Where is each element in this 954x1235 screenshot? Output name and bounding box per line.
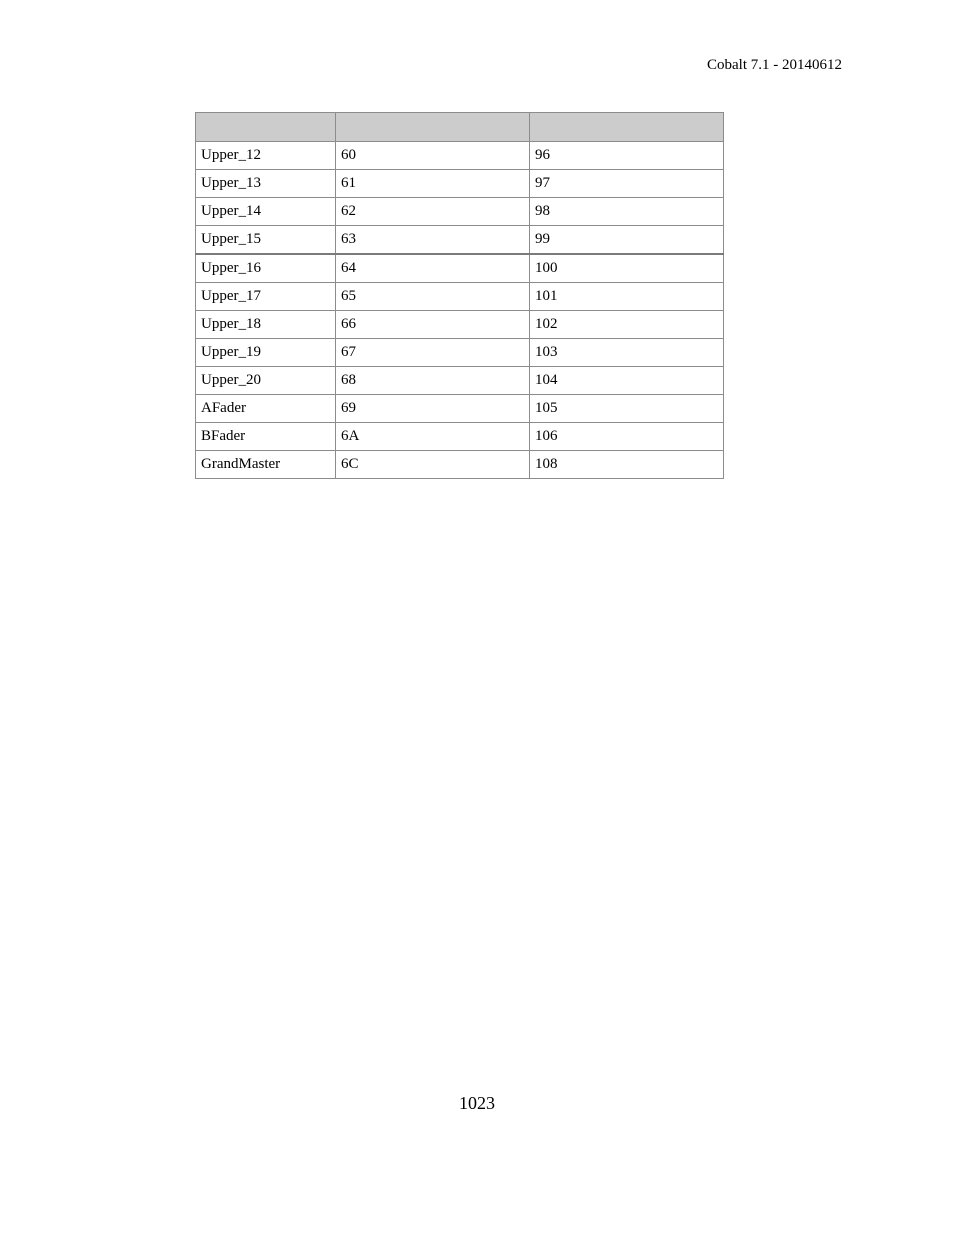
table-header-cell	[530, 113, 724, 142]
table-row	[196, 226, 724, 255]
table-cell: 100	[530, 254, 724, 283]
table-header-cell	[196, 113, 336, 142]
table-row	[196, 451, 724, 479]
table-cell: 102	[530, 311, 724, 339]
table-cell: 96	[530, 142, 724, 170]
running-header: Cobalt 7.1 - 20140612	[707, 57, 842, 73]
table-row	[196, 423, 724, 451]
page-number: 1023	[459, 1093, 495, 1113]
table-cell: 101	[530, 283, 724, 311]
table-row	[196, 170, 724, 198]
table-cell: 98	[530, 198, 724, 226]
table-row	[196, 254, 724, 283]
table-cell: Upper_12	[196, 142, 336, 170]
table-row	[196, 283, 724, 311]
table-cell: 60	[336, 142, 530, 170]
table-cell: 64	[336, 254, 530, 283]
table-row	[196, 367, 724, 395]
table-cell: 65	[336, 283, 530, 311]
table-row	[196, 142, 724, 170]
table-cell: BFader	[196, 423, 336, 451]
table-cell: 62	[336, 198, 530, 226]
table-row	[196, 339, 724, 367]
table-cell: 103	[530, 339, 724, 367]
table-cell: 61	[336, 170, 530, 198]
table-cell: Upper_13	[196, 170, 336, 198]
table-cell: 6C	[336, 451, 530, 479]
table-cell: 99	[530, 226, 724, 255]
table-cell: 106	[530, 423, 724, 451]
table-cell: Upper_18	[196, 311, 336, 339]
table-cell: 97	[530, 170, 724, 198]
table-cell: 108	[530, 451, 724, 479]
table-row	[196, 198, 724, 226]
data-table	[195, 112, 724, 479]
table-cell: 66	[336, 311, 530, 339]
table-row	[196, 311, 724, 339]
table-cell: AFader	[196, 395, 336, 423]
table-cell: 63	[336, 226, 530, 255]
table-cell: Upper_16	[196, 254, 336, 283]
table-cell: 67	[336, 339, 530, 367]
table-cell: Upper_15	[196, 226, 336, 255]
table-row	[196, 395, 724, 423]
table-cell: 68	[336, 367, 530, 395]
table-cell: Upper_19	[196, 339, 336, 367]
table-cell: 104	[530, 367, 724, 395]
table-header-cell	[336, 113, 530, 142]
table-header-row	[196, 113, 724, 142]
table-cell: 105	[530, 395, 724, 423]
table-cell: 6A	[336, 423, 530, 451]
table-cell: GrandMaster	[196, 451, 336, 479]
table-cell: Upper_17	[196, 283, 336, 311]
table-cell: 69	[336, 395, 530, 423]
table-cell: Upper_14	[196, 198, 336, 226]
table-cell: Upper_20	[196, 367, 336, 395]
